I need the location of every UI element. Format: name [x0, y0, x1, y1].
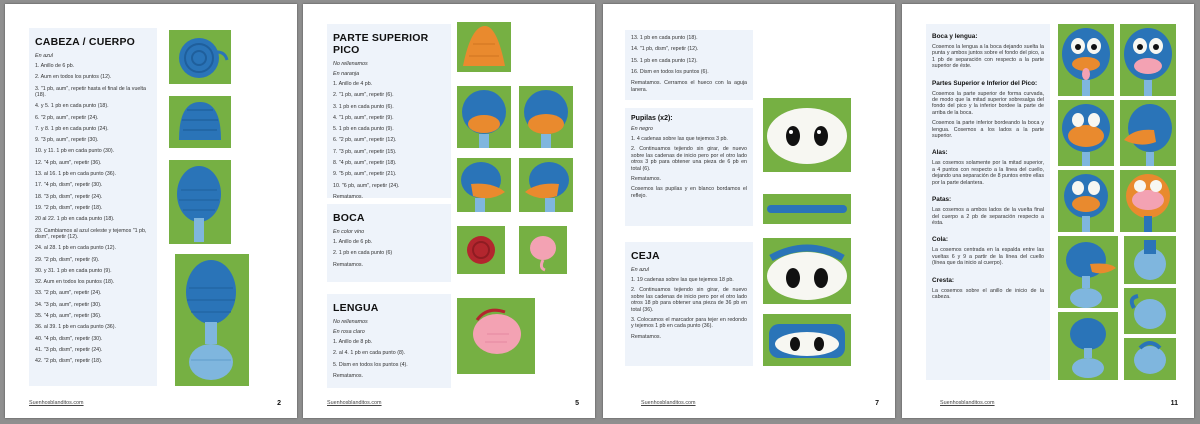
pattern-line: 9. "5 pb, aum", repetir (21).: [333, 171, 397, 178]
pattern-line: 20 al 22. 1 pb en cada punto (18).: [35, 216, 115, 223]
pattern-line: 1. Anillo de 6 pb.: [333, 239, 373, 245]
pattern-line: 32. Aum en todos los puntos (18).: [35, 279, 115, 286]
pattern-line: Rematamos.: [333, 261, 364, 268]
pattern-line: 2. "1 pb, aum", repetir (6).: [333, 92, 394, 99]
crochet-eyes-image: [763, 238, 851, 304]
photo-duck-crest-1: [1058, 312, 1118, 380]
section-subtitle: En naranja: [333, 71, 360, 77]
pattern-line: 8. "4 pb, aum", repetir (18).: [333, 160, 397, 167]
pattern-line: Cosemos las pupilas y en blanco bordamos el reflejo.: [631, 186, 747, 199]
pattern-line: 33. "2 pb, aum", repetir (24).: [35, 290, 102, 297]
pattern-line: 36. al 39. 1 pb en cada punto (36).: [35, 324, 116, 331]
assembly-panel: [926, 24, 1050, 380]
pattern-line: 35. "4 pb, aum", repetir (36).: [35, 313, 102, 320]
page-number: 11: [1170, 400, 1178, 407]
crochet-beak-image: [457, 22, 511, 72]
document-page-7: [603, 4, 895, 418]
pattern-line: 13. al 16. 1 pb en cada punto (36).: [35, 171, 116, 178]
section-paragraph: La cosemos centrada en la espalda entre las vueltas 6 y 9 a partir de la línea del cuello (línea que da inicio al cuerpo).: [932, 247, 1044, 267]
pattern-line: 5. 1 pb en cada punto (9).: [333, 126, 394, 133]
photo-duck-legs-1: [1058, 236, 1118, 308]
section-subtitle: No rellenamos: [333, 319, 368, 325]
section-subtitle: En negro: [631, 126, 653, 132]
pattern-line: Rematamos.: [631, 333, 662, 340]
page-footer-link[interactable]: Suenhosblanditos.com: [29, 400, 84, 406]
page-number: 2: [277, 400, 281, 407]
pattern-line: 29. "2 pb, dism", repetir (9).: [35, 256, 100, 263]
pattern-line: 1. 4 cadenas sobre las que tejemos 3 pb.: [631, 136, 728, 142]
section-title: Patas:: [932, 196, 952, 204]
pattern-line: 19. "2 pb, dism", repetir (18).: [35, 204, 103, 211]
section-title: Alas:: [932, 149, 948, 157]
pattern-line: 15. 1 pb en cada punto (12).: [631, 57, 698, 64]
pattern-line: 1. Anillo de 6 pb.: [35, 63, 75, 69]
pattern-line: 2. Continuamos tejiendo sin girar, de nuevo sobre las cadenas de inicio pero por el otro lado otros 3 pb para obtener una pieza de 6 pb en total (6).: [631, 146, 747, 172]
pattern-line: 5. Dism en todos los puntos (4).: [333, 361, 408, 368]
crochet-duck-body-image: [1058, 236, 1118, 308]
crochet-duck-face-image: [1058, 24, 1114, 96]
crochet-dome-image: [169, 96, 231, 148]
pattern-line: 1. Anillo de 8 pb.: [333, 339, 373, 345]
section-title: Boca y lengua:: [932, 33, 978, 40]
pattern-line: 10. "6 pb, aum", repetir (24).: [333, 182, 400, 189]
pattern-line: 34. "3 pb, aum", repetir (30).: [35, 301, 102, 308]
photo-duck-beak-1: [1058, 100, 1114, 166]
pattern-line: 3. 1 pb en cada punto (6).: [333, 103, 394, 110]
photo-duck-tail: [1124, 288, 1176, 334]
page-number: 7: [875, 400, 879, 407]
photo-duck-crest-2: [1124, 338, 1176, 380]
pattern-line: 10. y 11. 1 pb en cada punto (30).: [35, 148, 115, 155]
crochet-duck-head-image: [457, 86, 511, 148]
crochet-mouth-image: [457, 226, 505, 274]
pattern-line: 2. al 4. 1 pb en cada punto (8).: [333, 350, 406, 357]
section-subtitle: En rosa claro: [333, 329, 365, 335]
crochet-duck-side-image: [1120, 100, 1176, 166]
section-paragraph: La cosemos sobre el anillo de inicio de la cabeza.: [932, 287, 1044, 300]
crochet-eyes-image: [763, 314, 851, 366]
photo-duck-wings-1: [1058, 170, 1114, 232]
pattern-line: 30. y 31. 1 pb en cada punto (9).: [35, 267, 112, 274]
photo-head-start: [169, 30, 231, 84]
photo-beak-top: [457, 22, 511, 72]
photo-beak-side-1: [457, 158, 511, 212]
crochet-duck-face-image: [1120, 24, 1176, 96]
photo-duck-face-1: [1058, 24, 1114, 96]
pattern-line: 7. "3 pb, aum", repetir (15).: [333, 148, 397, 155]
pattern-line: 9. "3 pb, aum", repetir (30).: [35, 137, 99, 144]
crochet-head-body-image: [175, 254, 249, 386]
crochet-duck-body-image: [1058, 312, 1118, 380]
photo-eyes-eyebrow: [763, 238, 851, 304]
section-title: PARTE SUPERIOR PICO: [333, 32, 429, 56]
pattern-line: 16. Dism en todos los puntos (6).: [631, 68, 709, 75]
photo-duck-legs-2: [1124, 236, 1176, 284]
section-title: CABEZA / CUERPO: [35, 36, 136, 48]
document-page-5: [303, 4, 595, 418]
crochet-eyebrow-image: [763, 194, 851, 224]
photo-beak-front-1: [457, 86, 511, 148]
section-title: Cola:: [932, 236, 948, 244]
pattern-line: 1. Anillo de 4 pb.: [333, 81, 373, 87]
section-paragraph: Las cosemos a ambos lados de la vuelta final del cuerpo a 2 pb de separación respecto a ésta.: [932, 207, 1044, 226]
pattern-line: 24. al 28. 1 pb en cada punto (12).: [35, 245, 116, 252]
section-title: BOCA: [333, 212, 365, 224]
pattern-panel-parte-superior-pico: [327, 24, 451, 198]
photo-tongue-small: [519, 226, 567, 274]
pattern-line: 3. Colocamos el marcador para tejer en redondo y tejemos 1 pb en cada punto (36).: [631, 317, 747, 330]
pattern-line: 2. Aum en todos los puntos (12).: [35, 74, 112, 81]
pattern-line: Rematamos. Cerramos el hueco con la aguja lanera.: [631, 80, 747, 93]
section-title: Cresta:: [932, 276, 955, 284]
pattern-line: 6. "2 pb, aum", repetir (12).: [333, 137, 397, 144]
crochet-tongue-image: [457, 298, 535, 374]
crochet-head-neck-image: [169, 160, 231, 244]
section-paragraph: Cosemos la lengua a la boca dejando suelta la punta y ambos juntos sobre el fondo del pico, a 1 pb de separación con respecto a la parte superior de éste.: [932, 44, 1044, 70]
crochet-duck-face-image: [1120, 170, 1176, 232]
photo-duck-face-2: [1120, 24, 1176, 96]
pattern-panel-pupilas: [625, 108, 753, 226]
pattern-panel-ceja: [625, 242, 753, 366]
pattern-line: 17. "4 pb, dism", repetir (30).: [35, 182, 103, 189]
photo-beak-side-2: [519, 158, 573, 212]
document-page-11: [902, 4, 1194, 418]
crochet-tongue-image: [519, 226, 567, 274]
pattern-line: 41. "3 pb, dism", repetir (24).: [35, 346, 103, 353]
photo-head-neck: [169, 160, 231, 244]
photo-eyes: [763, 98, 851, 172]
photo-head-body: [175, 254, 249, 386]
crochet-duck-body-image: [1124, 236, 1176, 284]
document-page-2: [5, 4, 297, 418]
pattern-line: 2. Continuamos tejiendo sin girar, de nuevo sobre las cadenas de inicio pero por el otro lado otros 18 pb para obtener una pieza de 36 pb en total (36).: [631, 287, 747, 313]
section-paragraph: Cosemos la parte superior de forma curvada, de modo que la mitad superior sobresalga del fondo del pico y la inferior bordee la parte de arriba de la boca.: [932, 90, 1044, 116]
pattern-line: 12. "4 pb, aum", repetir (36).: [35, 159, 102, 166]
page-number: 5: [575, 400, 579, 407]
crochet-duck-face-image: [1058, 170, 1114, 232]
pattern-line: 23. Cambiamos al azul celeste y tejemos "1 pb, dism", repetir (12).: [35, 227, 147, 240]
section-title: LENGUA: [333, 302, 379, 314]
section-subtitle: En color vino: [333, 229, 365, 235]
photo-eyebrow-strip: [763, 194, 851, 224]
pattern-line: Rematamos.: [631, 176, 662, 183]
pattern-line: 14. "1 pb, dism", repetir (12).: [631, 46, 699, 53]
pattern-line: 1. 19 cadenas sobre las que tejemos 18 pb.: [631, 277, 734, 283]
crochet-duck-side-image: [457, 158, 511, 212]
photo-duck-beak-2: [1120, 100, 1176, 166]
section-subtitle: No rellenamos: [333, 61, 368, 67]
pattern-line: 2. 1 pb en cada punto (6): [333, 250, 393, 257]
section-title: Partes Superior e Inferior del Pico:: [932, 79, 1038, 87]
crochet-duck-head-image: [519, 86, 573, 148]
pattern-panel-cabeza-cuerpo: [29, 28, 157, 386]
pattern-line: 4. y 5. 1 pb en cada punto (18).: [35, 103, 109, 110]
pattern-line: 6. "2 pb, aum", repetir (24).: [35, 114, 99, 121]
pattern-line: 4. "1 pb, aum", repetir (9).: [333, 114, 394, 121]
section-subtitle: En azul: [631, 267, 649, 273]
page-footer-link[interactable]: Suenhosblanditos.com: [641, 400, 696, 406]
section-subtitle: En azul: [35, 53, 53, 59]
photo-eyes-finished: [763, 314, 851, 366]
pattern-line: 40. "4 pb, dism", repetir (30).: [35, 335, 103, 342]
pattern-line: 42. "2 pb, dism", repetir (18).: [35, 358, 103, 365]
pattern-panel-continuation: [625, 30, 753, 100]
crochet-duck-face-image: [1058, 100, 1114, 166]
crochet-duck-body-image: [1124, 288, 1176, 334]
section-paragraph: Las cosemos solamente por la mitad superior, a 4 puntos con respecto a la línea del cuello, dejando una separación de 8 puntos entre ellas por la parte delantera.: [932, 160, 1044, 186]
section-title: Pupilas (x2):: [631, 115, 673, 122]
page-footer-link[interactable]: Suenhosblanditos.com: [940, 400, 995, 406]
crochet-duck-side-image: [519, 158, 573, 212]
pattern-line: Rematamos.: [333, 193, 364, 200]
photo-tongue-large: [457, 298, 535, 374]
pattern-panel-boca: [327, 204, 451, 282]
pattern-line: Rematamos.: [333, 372, 364, 379]
pattern-line: 7. y 8. 1 pb en cada punto (24).: [35, 125, 109, 132]
photo-mouth: [457, 226, 505, 274]
pattern-line: 13. 1 pb en cada punto (18).: [631, 35, 698, 41]
pattern-panel-lengua: [327, 294, 451, 388]
photo-duck-wings-2: [1120, 170, 1176, 232]
page-footer-link[interactable]: Suenhosblanditos.com: [327, 400, 382, 406]
crochet-circle-image: [169, 30, 231, 84]
section-paragraph: Cosemos la parte inferior bordeando la boca y lengua. Cosemos a los lados a la parte superior.: [932, 120, 1044, 140]
pattern-line: 3. "1 pb, aum", repetir hasta el final de la vuelta (18).: [35, 85, 146, 98]
section-title: CEJA: [631, 250, 660, 262]
photo-head-dome: [169, 96, 231, 148]
crochet-duck-body-image: [1124, 338, 1176, 380]
pattern-line: 18. "3 pb, dism", repetir (24).: [35, 193, 103, 200]
crochet-eyes-image: [763, 98, 851, 172]
photo-beak-front-2: [519, 86, 573, 148]
